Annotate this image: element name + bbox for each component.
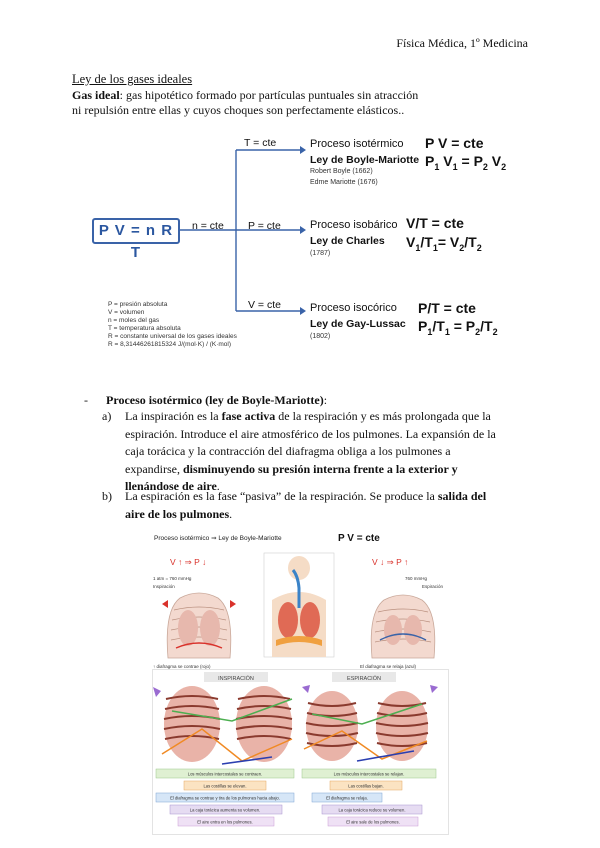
inspiration-thorax	[153, 553, 244, 669]
condition-isobaric: P = cte	[248, 220, 281, 232]
fig-caption-eq: P V = cte	[338, 533, 380, 544]
process-isobaric: Proceso isobárico	[310, 219, 398, 231]
heading-text: Proceso isotérmico (ley de Boyle-Mariotte)	[106, 393, 324, 407]
right-formula: V ↓ ⇒ P ↑	[372, 557, 409, 567]
gas-ideal-def-line-2: ni repulsión entre ellas y cuyos choques son perfectamente elásticos..	[72, 103, 405, 117]
section-title: Ley de los gases ideales	[72, 72, 193, 86]
caption-line: La caja torácica reduce su volumen.	[338, 807, 406, 813]
fig-caption: Proceso isotérmico ⇒ Ley de Boyle-Mariotte	[154, 535, 282, 542]
ideal-gas-equation: P V = n R T	[92, 218, 180, 244]
year-charles: (1787)	[310, 250, 331, 257]
caption-line: Las costillas se elevan.	[203, 783, 247, 789]
eq-isobaric: V/T = cte	[406, 215, 464, 231]
gas-ideal-term: Gas ideal	[72, 88, 120, 102]
right-sub: Espiración	[422, 584, 444, 589]
eq-isothermal: P V = cte	[425, 135, 484, 151]
isothermal-heading: - Proceso isotérmico (ley de Boyle-Mariotte):	[84, 393, 328, 407]
condition-isochoric: V = cte	[248, 299, 281, 311]
list-item-expiration: b) La espiración es la fase “pasiva” de la respiración. Se produce la salida del aire de los pulmones.	[102, 489, 487, 521]
process-isochoric: Proceso isocórico	[310, 302, 397, 314]
eq-gay-lussac-states: $P_1/T_1 = P_2/T_2$	[418, 318, 498, 337]
eq-isochoric: P/T = cte	[418, 300, 476, 316]
law-charles: Ley de Charles	[310, 235, 385, 247]
author-boyle: Robert Boyle (1662)	[310, 168, 373, 175]
expiration-thorax	[356, 553, 446, 669]
expiration-title: ESPIRACIÓN	[347, 676, 381, 682]
legend-line: R = constante universal de los gases ideales	[108, 333, 237, 340]
legend-line: R = 8,314462618153​24 J/(mol·K) / (K·mol)	[108, 341, 232, 348]
eq-charles-states: $V_1/T_1= V_2/T_2$	[406, 234, 482, 253]
caption-line: El diafragma se contrae y tira de los pulmones hacia abajo.	[170, 795, 280, 801]
left-footer: ↑ diafragma se contrae (rojo)	[153, 664, 211, 669]
condition-isothermal: T = cte	[244, 137, 277, 149]
gas-ideal-def-line-1: : gas hipotético formado por partículas puntuales sin atracción	[119, 88, 419, 102]
caption-line: Las costillas bajan.	[348, 783, 384, 789]
left-sub: Inspiración	[153, 584, 175, 589]
item-marker: b)	[102, 489, 112, 503]
legend-line: V = volumen	[108, 309, 145, 316]
variables-legend	[108, 301, 237, 349]
eq-boyle-states: $P_1$ $V_1 = P_2$ $V_2$	[425, 153, 507, 172]
list-dash: -	[84, 393, 88, 407]
course-header: Física Médica, 1º Medicina	[396, 36, 528, 50]
respiratory-system-silhouette	[264, 553, 334, 657]
left-pressure-note: 1 atm = 760 mmHg	[153, 576, 192, 581]
inspiration-title: INSPIRACIÓN	[218, 676, 254, 682]
caption-line: El aire entra en los pulmones.	[197, 819, 253, 825]
legend-line: n = moles del gas	[108, 317, 160, 324]
year-gay-lussac: (1802)	[310, 333, 331, 340]
list-item-inspiration: a) La inspiración es la fase activa de la respiración y es más prolongada que la espiración. Introduce el aire atmosférico de los pulmones. La expansión de la caja torácica y la contracción del diafragma obliga a los pulmones a expandirse, disminuyendo su presión interna frente a la exterior y llenándose de aire.	[102, 409, 496, 493]
left-formula: V ↑ ⇒ P ↓	[170, 557, 207, 567]
legend-line: T = temperatura absoluta	[108, 325, 181, 332]
right-footer: El diafragma se relaja (azul)	[360, 664, 417, 669]
breathing-figure-top	[150, 528, 450, 676]
author-mariotte: Edme Mariotte (1676)	[310, 179, 378, 186]
caption-line: Los músculos intercostales se contraen.	[187, 771, 263, 777]
n-constant-label: n = cte	[192, 220, 224, 232]
right-pressure-note: 760 mmHg	[405, 576, 428, 581]
item-marker: a)	[102, 409, 112, 423]
caption-line: La caja torácica aumenta su volumen.	[189, 807, 261, 813]
law-boyle-mariotte: Ley de Boyle-Mariotte	[310, 154, 420, 166]
law-gay-lussac: Ley de Gay-Lussac	[310, 318, 406, 330]
process-isothermal: Proceso isotérmico	[310, 138, 404, 150]
breathing-figure-bottom	[152, 669, 449, 835]
legend-line: P = presión absoluta	[108, 301, 168, 308]
caption-line: Los músculos intercostales se relajan.	[333, 771, 405, 777]
caption-line: El diafragma se relaja.	[326, 795, 368, 801]
caption-line: El aire sale de los pulmones.	[346, 819, 400, 825]
